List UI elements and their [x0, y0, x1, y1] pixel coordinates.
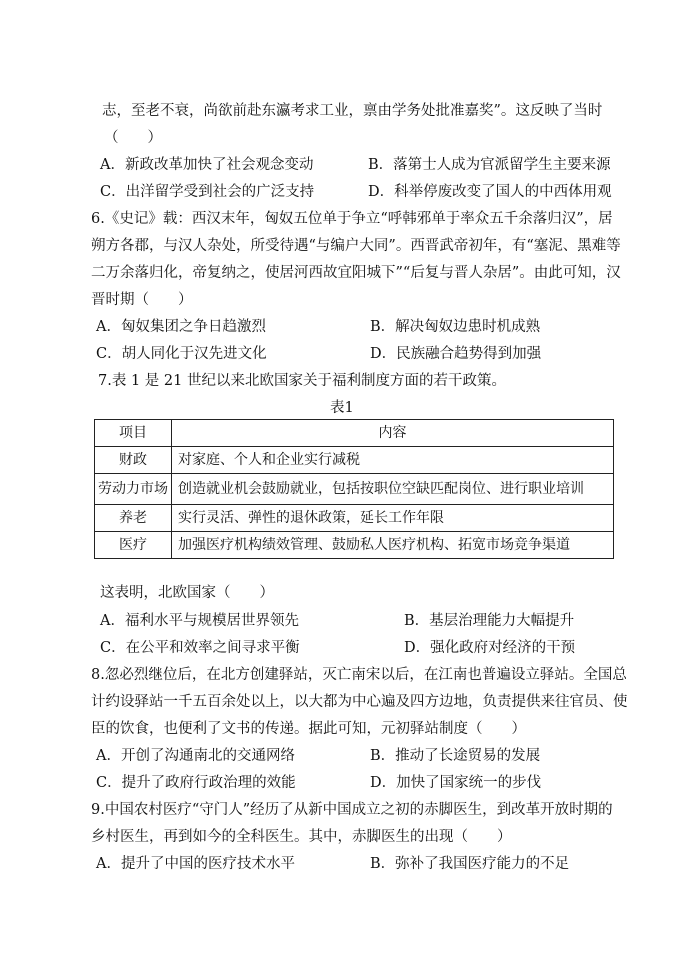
q9-stem-line2: 乡村医生，再到如今的全科医生。其中，赤脚医生的出现（ ） — [91, 829, 512, 845]
q5-option-c: C．出洋留学受到社会的广泛支持 — [100, 184, 315, 200]
q7-option-b: B．基层治理能力大幅提升 — [404, 613, 575, 629]
table-cell-content: 创造就业机会鼓励就业，包括按职位空缺匹配岗位、进行职业培训 — [172, 474, 614, 505]
table-row — [95, 505, 614, 532]
q8-stem-line2: 计约设驿站一千五百余处以上，以大都为中心遍及四方边地，负责提供来往官员、使 — [91, 694, 628, 710]
table-cell-content: 实行灵活、弹性的退休政策，延长工作年限 — [172, 505, 614, 532]
table-header-cell: 项目 — [95, 420, 172, 447]
q6-stem-line2: 朔方各郡，与汉人杂处，所受待遇“与编户大同”。西晋武帝初年，有“塞泥、黑难等 — [91, 238, 621, 254]
q8-stem-line1: 8.忽必烈继位后，在北方创建驿站，灭亡南宋以后，在江南也普遍设立驿站。全国总 — [91, 667, 627, 683]
table-cell-item: 医疗 — [95, 532, 172, 559]
q7-stem-conclusion: 这表明，北欧国家（ ） — [100, 585, 274, 601]
q9-stem-line1: 9.中国农村医疗“守门人”经历了从新中国成立之初的赤脚医生，到改革开放时期的 — [91, 802, 613, 818]
q8-option-c: C．提升了政府行政治理的效能 — [96, 775, 296, 791]
table-header-cell: 内容 — [172, 420, 614, 447]
q6-option-a: A．匈奴集团之争日趋激烈 — [96, 319, 266, 335]
q5-stem-line2: （ ） — [104, 130, 162, 146]
table-cell-item: 养老 — [95, 505, 172, 532]
table-cell-content: 加强医疗机构绩效管理、鼓励私人医疗机构、拓宽市场竞争渠道 — [172, 532, 614, 559]
policy-table — [94, 419, 614, 559]
q6-option-b: B．解决匈奴边患时机成熟 — [370, 319, 541, 335]
q9-option-a: A．提升了中国的医疗技术水平 — [96, 856, 295, 872]
q5-option-a: A．新政改革加快了社会观念变动 — [100, 157, 314, 173]
table-cell-item: 财政 — [95, 447, 172, 474]
table-caption: 表1 — [330, 400, 354, 416]
q5-option-d: D．科举停废改变了国人的中西体用观 — [368, 184, 612, 200]
table-cell-item: 劳动力市场 — [95, 474, 172, 505]
q6-stem-line4: 晋时期（ ） — [91, 292, 193, 308]
q8-option-b: B．推动了长途贸易的发展 — [370, 748, 541, 764]
q6-stem-line1: 6.《史记》载：西汉末年，匈奴五位单于争立“呼韩邪单于率众五千余落归汉”，居 — [91, 211, 613, 227]
q7-option-a: A．福利水平与规模居世界领先 — [100, 613, 299, 629]
q8-option-a: A．开创了沟通南北的交通网络 — [96, 748, 295, 764]
q8-stem-line3: 臣的饮食，也便利了文书的传递。据此可知，元初驿站制度（ ） — [91, 721, 526, 737]
q7-option-c: C．在公平和效率之间寻求平衡 — [100, 640, 300, 656]
q7-stem-line1: 7.表 1 是 21 世纪以来北欧国家关于福利制度方面的若干政策。 — [98, 373, 506, 389]
table-row — [95, 532, 614, 559]
table-row — [95, 474, 614, 505]
q6-option-d: D．民族融合趋势得到加强 — [370, 346, 542, 362]
q5-option-b: B．落第士人成为官派留学生主要来源 — [368, 157, 611, 173]
q6-stem-line3: 二万余落归化，帝复纳之，使居河西故宜阳城下”“后复与晋人杂居”。由此可知，汉 — [91, 265, 621, 281]
q7-option-d: D．强化政府对经济的干预 — [404, 640, 576, 656]
q5-stem-line1: 志，至老不衰，尚欲前赴东瀛考求工业，禀由学务处批准嘉奖”。这反映了当时 — [102, 103, 603, 119]
table-header-row — [95, 420, 614, 447]
q8-option-d: D．加快了国家统一的步伐 — [370, 775, 542, 791]
table-cell-content: 对家庭、个人和企业实行减税 — [172, 447, 614, 474]
q6-option-c: C．胡人同化于汉先进文化 — [96, 346, 267, 362]
table-row — [95, 447, 614, 474]
q9-option-b: B．弥补了我国医疗能力的不足 — [370, 856, 570, 872]
